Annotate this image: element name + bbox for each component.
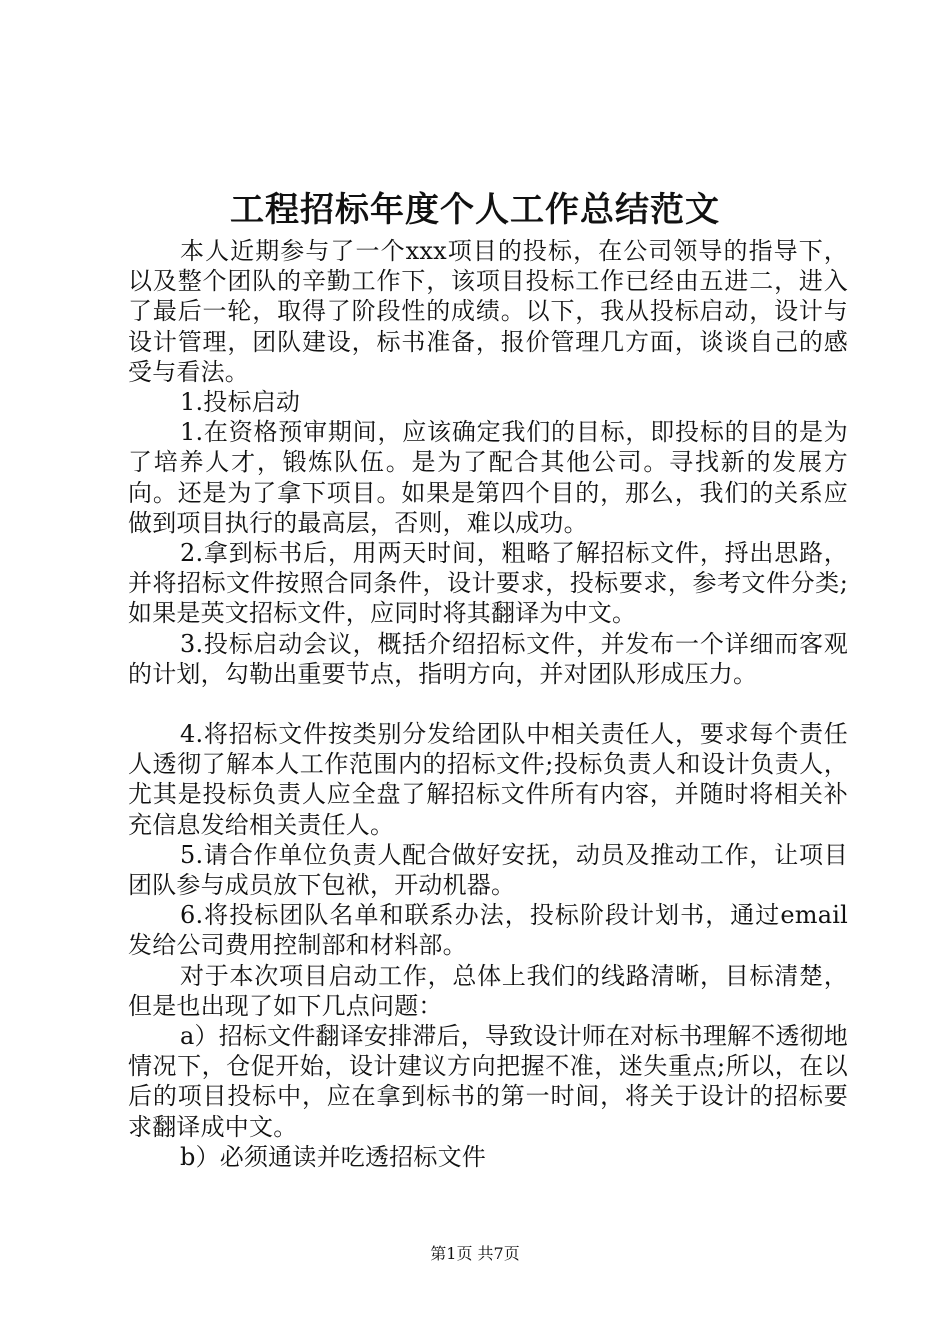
list-item: 5.请合作单位负责人配合做好安抚，动员及推动工作，让项目团队参与成员放下包袱，开动机器。 bbox=[128, 840, 848, 900]
intro-paragraph: 本人近期参与了一个xxx项目的投标，在公司领导的指导下，以及整个团队的辛勤工作下，该项目投标工作已经由五进二，进入了最后一轮，取得了阶段性的成绩。以下，我从投标启动，设计与设计管理，团队建设，标书准备，报价管理几方面，谈谈自己的感受与看法。 bbox=[128, 237, 848, 386]
page-footer: 第1页 共7页 bbox=[430, 1244, 520, 1263]
list-item: 3.投标启动会议，概括介绍招标文件，并发布一个详细而客观的计划，勾勒出重要节点，指明方向，并对团队形成压力。 bbox=[128, 629, 848, 688]
list-item: 4.将招标文件按类别分发给团队中相关责任人，要求每个责任人透彻了解本人工作范围内的招标文件;投标负责人和设计负责人，尤其是投标负责人应全盘了解招标文件所有内容，并随时将相关补充信息发给相关责任人。 bbox=[128, 720, 848, 839]
issue-item: b）必须通读并吃透招标文件 bbox=[180, 1142, 486, 1171]
list-item: 6.将投标团队名单和联系办法，投标阶段计划书，通过email发给公司费用控制部和材料部。 bbox=[128, 901, 848, 960]
list-item: 1.在资格预审期间，应该确定我们的目标，即投标的目的是为了培养人才，锻炼队伍。是为了配合其他公司。寻找新的发展方向。还是为了拿下项目。如果是第四个目的，那么，我们的关系应做到项目执行的最高层，否则，难以成功。 bbox=[128, 418, 848, 537]
issue-item: a）招标文件翻译安排滞后，导致设计师在对标书理解不透彻地情况下，仓促开始，设计建议方向把握不准，迷失重点;所以，在以后的项目投标中，应在拿到标书的第一时间，将关于设计的招标要求翻译成中文。 bbox=[128, 1022, 848, 1141]
list-item: 2.拿到标书后，用两天时间，粗略了解招标文件，捋出思路，并将招标文件按照合同条件，设计要求，投标要求，参考文件分类;如果是英文招标文件，应同时将其翻译为中文。 bbox=[128, 539, 848, 628]
document-body bbox=[128, 236, 848, 1172]
section-heading: 1.投标启动 bbox=[180, 388, 301, 417]
document-title: 工程招标年度个人工作总结范文 bbox=[230, 190, 720, 230]
summary-paragraph: 对于本次项目启动工作，总体上我们的线路清晰，目标清楚，但是也出现了如下几点问题： bbox=[128, 961, 848, 1020]
